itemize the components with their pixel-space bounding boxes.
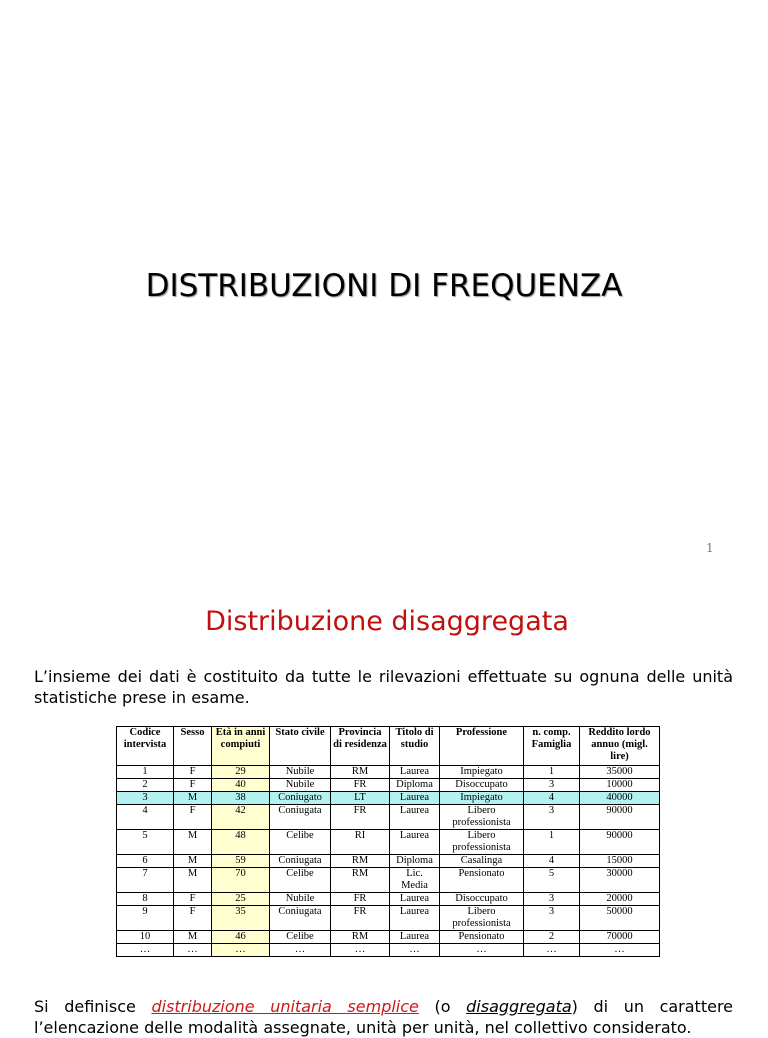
slide-2-title: Distribuzione disaggregata [205, 606, 569, 637]
definition-prefix: Si definisce [34, 997, 136, 1016]
cell-titolo-studio: Laurea [390, 830, 440, 855]
cell-stato-civile: Nubile [270, 766, 331, 779]
cell-codice: 7 [117, 868, 174, 893]
table-body [117, 766, 660, 957]
cell-eta: 38 [212, 792, 270, 805]
definition-suffix: ) di un carattere [571, 997, 734, 1016]
cell-stato-civile: Coniugata [270, 805, 331, 830]
cell-stato-civile: Celibe [270, 868, 331, 893]
cell-sesso: F [174, 805, 212, 830]
slide-2 [0, 576, 768, 1037]
cell-stato-civile: Coniugata [270, 906, 331, 931]
header-sesso: Sesso [174, 727, 212, 766]
cell-professione: Pensionato [440, 868, 524, 893]
cell-professione: Disoccupato [440, 779, 524, 792]
table-row [117, 792, 660, 805]
definition-line-2: l’elencazione delle modalità assegnate, unità per unità, nel collettivo considerato. [34, 1018, 692, 1037]
cell-reddito: 10000 [580, 779, 660, 792]
table-row [117, 779, 660, 792]
cell-professione: … [440, 944, 524, 957]
cell-sesso: F [174, 779, 212, 792]
cell-eta: 40 [212, 779, 270, 792]
cell-titolo-studio: Laurea [390, 906, 440, 931]
cell-codice: 8 [117, 893, 174, 906]
cell-stato-civile: Nubile [270, 893, 331, 906]
definition-paragraph [34, 996, 733, 1017]
cell-professione: Impiegato [440, 792, 524, 805]
cell-codice: 6 [117, 855, 174, 868]
cell-stato-civile: Nubile [270, 779, 331, 792]
cell-provincia: RM [331, 868, 390, 893]
cell-reddito: 70000 [580, 931, 660, 944]
cell-n-comp: 3 [524, 779, 580, 792]
table-row [117, 868, 660, 893]
term-disaggregata: disaggregata [466, 997, 572, 1016]
cell-provincia: RM [331, 855, 390, 868]
header-professione: Professione [440, 727, 524, 766]
cell-sesso: M [174, 855, 212, 868]
cell-professione: Libero professionista [440, 906, 524, 931]
cell-stato-civile: Celibe [270, 931, 331, 944]
page-number: 1 [706, 541, 714, 555]
cell-provincia: FR [331, 893, 390, 906]
cell-n-comp: 1 [524, 830, 580, 855]
cell-codice: 5 [117, 830, 174, 855]
cell-sesso: M [174, 868, 212, 893]
header-n-comp: n. comp. Famiglia [524, 727, 580, 766]
cell-codice: 10 [117, 931, 174, 944]
cell-n-comp: 3 [524, 805, 580, 830]
table-row [117, 805, 660, 830]
cell-eta: 35 [212, 906, 270, 931]
cell-n-comp: 3 [524, 893, 580, 906]
cell-professione: Libero professionista [440, 830, 524, 855]
table-row [117, 893, 660, 906]
cell-provincia: FR [331, 906, 390, 931]
header-eta: Età in anni compiuti [212, 727, 270, 766]
table-row [117, 766, 660, 779]
cell-titolo-studio: Laurea [390, 766, 440, 779]
cell-codice: 2 [117, 779, 174, 792]
table-row [117, 931, 660, 944]
cell-professione: Impiegato [440, 766, 524, 779]
cell-professione: Pensionato [440, 931, 524, 944]
cell-reddito: 20000 [580, 893, 660, 906]
cell-n-comp: 2 [524, 931, 580, 944]
table-row [117, 944, 660, 957]
cell-provincia: LT [331, 792, 390, 805]
header-titolo-studio: Titolo di studio [390, 727, 440, 766]
cell-titolo-studio: Laurea [390, 792, 440, 805]
cell-professione: Disoccupato [440, 893, 524, 906]
cell-titolo-studio: Laurea [390, 931, 440, 944]
table-row [117, 830, 660, 855]
cell-n-comp: … [524, 944, 580, 957]
cell-eta: 48 [212, 830, 270, 855]
cell-sesso: F [174, 906, 212, 931]
cell-n-comp: 4 [524, 855, 580, 868]
cell-stato-civile: … [270, 944, 331, 957]
cell-codice: 9 [117, 906, 174, 931]
cell-eta: 42 [212, 805, 270, 830]
slide-1-title: DISTRIBUZIONI DI FREQUENZA [145, 268, 623, 304]
cell-eta: 29 [212, 766, 270, 779]
cell-sesso: F [174, 893, 212, 906]
cell-reddito: … [580, 944, 660, 957]
cell-sesso: M [174, 931, 212, 944]
cell-provincia: FR [331, 779, 390, 792]
cell-titolo-studio: Lic. Media [390, 868, 440, 893]
cell-reddito: 15000 [580, 855, 660, 868]
header-provincia: Provincia di residenza [331, 727, 390, 766]
cell-stato-civile: Celibe [270, 830, 331, 855]
cell-sesso: … [174, 944, 212, 957]
cell-titolo-studio: Laurea [390, 805, 440, 830]
table-row [117, 906, 660, 931]
header-codice: Codice intervista [117, 727, 174, 766]
cell-titolo-studio: Diploma [390, 779, 440, 792]
cell-provincia: RM [331, 766, 390, 779]
intro-paragraph: L’insieme dei dati è costituito da tutte le rilevazioni effettuate su ognuna delle unità statistiche prese in esame. [34, 667, 733, 707]
cell-n-comp: 3 [524, 906, 580, 931]
cell-codice: … [117, 944, 174, 957]
cell-eta: 25 [212, 893, 270, 906]
cell-reddito: 90000 [580, 830, 660, 855]
cell-codice: 4 [117, 805, 174, 830]
cell-sesso: F [174, 766, 212, 779]
cell-codice: 1 [117, 766, 174, 779]
cell-n-comp: 1 [524, 766, 580, 779]
data-table [116, 726, 660, 957]
table-row [117, 855, 660, 868]
cell-provincia: RM [331, 931, 390, 944]
cell-reddito: 90000 [580, 805, 660, 830]
cell-provincia: FR [331, 805, 390, 830]
cell-provincia: RI [331, 830, 390, 855]
cell-titolo-studio: … [390, 944, 440, 957]
table-header-row [117, 727, 660, 766]
cell-eta: … [212, 944, 270, 957]
cell-stato-civile: Coniugato [270, 792, 331, 805]
cell-professione: Casalinga [440, 855, 524, 868]
cell-reddito: 30000 [580, 868, 660, 893]
cell-n-comp: 5 [524, 868, 580, 893]
header-stato-civile: Stato civile [270, 727, 331, 766]
cell-n-comp: 4 [524, 792, 580, 805]
definition-mid: (o [434, 997, 451, 1016]
cell-titolo-studio: Diploma [390, 855, 440, 868]
cell-codice: 3 [117, 792, 174, 805]
cell-reddito: 40000 [580, 792, 660, 805]
cell-sesso: M [174, 830, 212, 855]
term-distribuzione-unitaria-semplice: distribuzione unitaria semplice [151, 997, 419, 1016]
cell-sesso: M [174, 792, 212, 805]
cell-reddito: 35000 [580, 766, 660, 779]
cell-eta: 46 [212, 931, 270, 944]
cell-eta: 59 [212, 855, 270, 868]
cell-stato-civile: Coniugata [270, 855, 331, 868]
cell-eta: 70 [212, 868, 270, 893]
header-reddito: Reddito lordo annuo (migl. lire) [580, 727, 660, 766]
cell-provincia: … [331, 944, 390, 957]
cell-reddito: 50000 [580, 906, 660, 931]
cell-professione: Libero professionista [440, 805, 524, 830]
cell-titolo-studio: Laurea [390, 893, 440, 906]
